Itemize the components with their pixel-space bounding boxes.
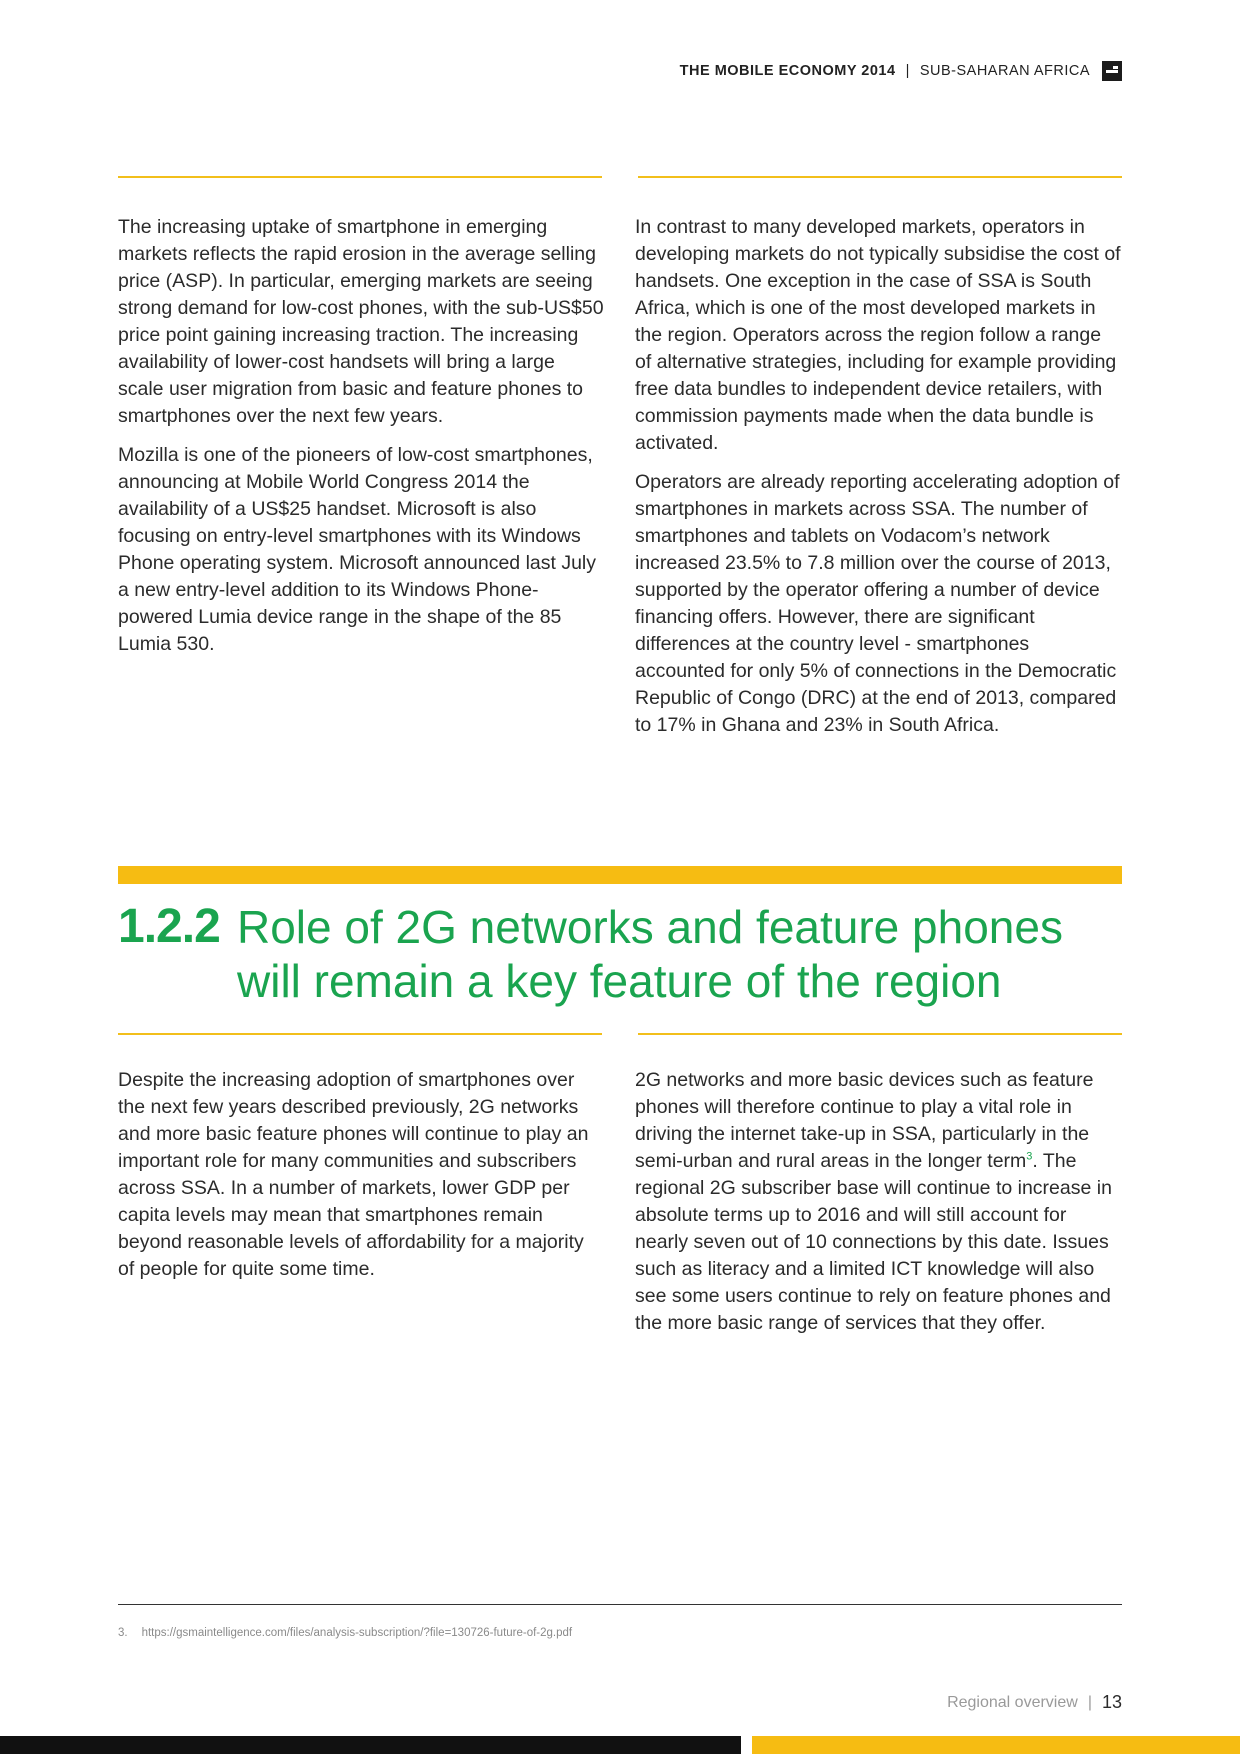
region-title: SUB-SAHARAN AFRICA bbox=[919, 63, 1090, 79]
page-header bbox=[680, 61, 1122, 81]
footnote-divider bbox=[118, 1604, 1122, 1605]
left-column-rule bbox=[118, 1033, 602, 1035]
footnote bbox=[118, 1627, 572, 1639]
paragraph: Mozilla is one of the pioneers of low-cost smartphones, announcing at Mobile World Congress 2014 the availability of a US$25 handset. Microsoft is also focusing on entry-level smartphones with its Windows Phone operating system. Microsoft announced last July a new entry-level addition to its Windows Phone-powered Lumia device range in the shape of the 85 Lumia 530. bbox=[118, 444, 597, 655]
bottom-yellow-band bbox=[752, 1736, 1240, 1754]
section2-left-column bbox=[118, 1067, 604, 1295]
paragraph: The increasing uptake of smartphone in emerging markets reflects the rapid erosion in the average selling price (ASP). In particular, emerging markets are seeing strong demand for low-cost phones, with the sub-US$50 price point gaining increasing traction. The increasing availability of lower-cost handsets will bring a large scale user migration from basic and feature phones to smartphones over the next few years. bbox=[118, 216, 604, 427]
section2-right-column bbox=[635, 1067, 1121, 1349]
footnote-number: 3. bbox=[118, 1627, 128, 1639]
footnote-link[interactable]: https://gsmaintelligence.com/files/analysis-subscription/?file=130726-future-of-2g.pdf bbox=[141, 1627, 573, 1639]
paragraph: In contrast to many developed markets, operators in developing markets do not typically subsidise the cost of handsets. One exception in the case of SSA is South Africa, which is one of the most developed markets in the region. Operators across the region follow a range of alternative strategies, including for example providing free data bundles to independent device retailers, with commission payments made when the data bundle is activated. bbox=[635, 216, 1121, 454]
bottom-black-band bbox=[0, 1736, 741, 1754]
paragraph: Operators are already reporting accelerating adoption of smartphones in markets across SSA. The number of smartphones and tablets on Vodacom’s network increased 23.5% to 7.8 million over the course of 2013, supported by the operator offering a number of device financing offers. However, there are significant differences at the country level - smartphones accounted for only 5% of connections in the Democratic Republic of Congo (DRC) at the end of 2013, compared to 17% in Ghana and 23% in South Africa. bbox=[635, 471, 1120, 736]
section-number: 1.2.2 bbox=[118, 900, 220, 953]
footer-separator: | bbox=[1087, 1693, 1092, 1711]
left-column-rule bbox=[118, 176, 602, 178]
section-title: Role of 2G networks and feature phones will remain a key feature of the region bbox=[237, 901, 1063, 1007]
page-footer bbox=[947, 1692, 1122, 1713]
right-column-rule bbox=[638, 176, 1122, 178]
footer-section-label: Regional overview bbox=[947, 1693, 1078, 1711]
paragraph: Despite the increasing adoption of smartphones over the next few years described previously, 2G networks and more basic feature phones will continue to play an important role for many communities and subscribers across SSA. In a number of markets, lower GDP per capita levels may mean that smartphones remain beyond reasonable levels of affordability for a majority of people for quite some time. bbox=[118, 1069, 589, 1280]
section1-left-column bbox=[118, 214, 604, 670]
gsma-logo-icon bbox=[1102, 61, 1122, 81]
section-divider-bar bbox=[118, 866, 1122, 884]
page-number: 13 bbox=[1101, 1692, 1122, 1712]
footnote-reference[interactable]: 3 bbox=[1026, 1150, 1033, 1163]
right-column-rule bbox=[638, 1033, 1122, 1035]
section-heading bbox=[118, 900, 1122, 1008]
paragraph-text: . The regional 2G subscriber base will continue to increase in absolute terms up to 2016 and will still account for nearly seven out of 10 connections by this date. Issues such as literacy and a limited ICT knowledge will also see some users continue to rely on feature phones and the more basic range of services that they offer. bbox=[635, 1150, 1112, 1334]
section1-right-column bbox=[635, 214, 1121, 751]
publication-title: THE MOBILE ECONOMY 2014 bbox=[679, 63, 896, 79]
paragraph-text: 2G networks and more basic devices such as feature phones will therefore continue to play a vital role in driving the internet take-up in SSA, particularly in the semi-urban and rural areas in the longer term bbox=[635, 1069, 1094, 1172]
paragraph bbox=[635, 1067, 1121, 1337]
header-separator: | bbox=[905, 63, 910, 79]
